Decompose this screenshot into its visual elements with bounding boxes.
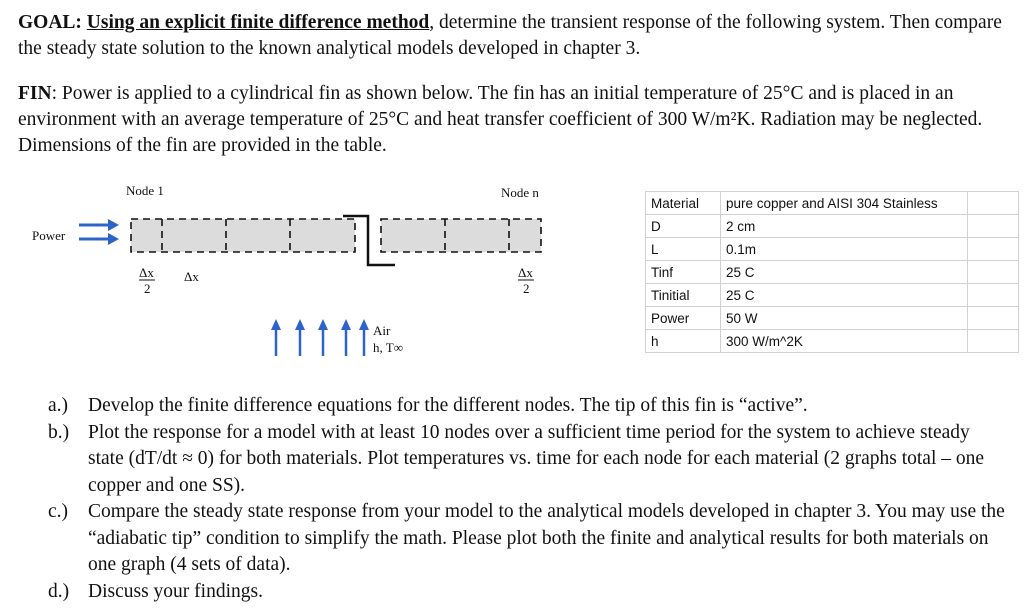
task-marker: c.) xyxy=(48,501,69,522)
table-cell: Material xyxy=(646,192,721,215)
table-cell xyxy=(968,215,1019,238)
table-cell: Tinf xyxy=(646,261,721,284)
table-cell: L xyxy=(646,238,721,261)
table-cell xyxy=(968,284,1019,307)
goal-paragraph xyxy=(18,10,1008,62)
task-marker: a.) xyxy=(48,395,69,416)
task-list xyxy=(48,393,1008,605)
table-cell xyxy=(968,261,1019,284)
air-arrow-2-head xyxy=(295,319,305,330)
air-arrow-3-head xyxy=(318,319,328,330)
table-cell xyxy=(968,307,1019,330)
dx-label: Δx xyxy=(184,269,199,284)
task-text: Develop the finite difference equations for the different nodes. The tip of this fin is “active”. xyxy=(88,395,808,416)
fin-text: : Power is applied to a cylindrical fin as shown below. The fin has an initial temperature of 25°C and is placed in an environment with an average temperature of 25°C and heat transfer coefficient of 300 W/m²K. Radiation may be neglected. Dimensions of the fin are provided in the table. xyxy=(18,83,983,156)
table-cell: 300 W/m^2K xyxy=(721,330,968,353)
dx-half-left-label: Δx xyxy=(139,265,154,280)
table-row xyxy=(646,215,1019,238)
air-arrow-1-head xyxy=(271,319,281,330)
table-cell xyxy=(968,330,1019,353)
h-tinf-label: h, T∞ xyxy=(373,340,403,355)
air-arrow-4-head xyxy=(341,319,351,330)
table-cell: h xyxy=(646,330,721,353)
task-text: Discuss your findings. xyxy=(88,580,263,602)
task-marker: d.) xyxy=(48,580,70,602)
task-marker: b.) xyxy=(48,421,70,443)
table-cell: Power xyxy=(646,307,721,330)
node-n-label: Node n xyxy=(501,185,539,200)
table-row xyxy=(646,238,1019,261)
air-arrow-5-head xyxy=(359,319,369,330)
table-cell: 25 C xyxy=(721,284,968,307)
power-arrow-lower-head xyxy=(108,233,119,245)
table-cell xyxy=(968,192,1019,215)
property-table xyxy=(645,191,1019,353)
table-cell: Tinitial xyxy=(646,284,721,307)
task-text: Compare the steady state response from your model to the analytical models developed in chapter 3. You may use the “adiabatic tip” condition to simplify the math. Please plot both the finite and analytical results for both materials on one graph (4 sets of data). xyxy=(88,501,1005,575)
table-cell: 50 W xyxy=(721,307,968,330)
two-right-label: 2 xyxy=(523,281,530,296)
fin-label: FIN xyxy=(18,83,52,104)
table-cell: D xyxy=(646,215,721,238)
goal-label: GOAL: xyxy=(18,12,82,33)
task-item-d xyxy=(48,579,1008,606)
table-cell xyxy=(968,238,1019,261)
air-label: Air xyxy=(373,323,391,338)
table-cell: 0.1m xyxy=(721,238,968,261)
task-item-a xyxy=(48,393,1008,420)
table-row xyxy=(646,192,1019,215)
table-row xyxy=(646,330,1019,353)
fin-right-segment xyxy=(381,219,541,252)
fin-left-segment xyxy=(131,219,355,252)
table-row xyxy=(646,284,1019,307)
power-arrow-upper-head xyxy=(108,219,119,231)
node-1-label: Node 1 xyxy=(126,183,164,198)
fin-paragraph xyxy=(18,81,1008,159)
goal-text: , determine the transient response of the following system. Then compare the steady state solution to the known analytical models developed in chapter 3. xyxy=(18,12,1002,59)
table-row xyxy=(646,307,1019,330)
two-left-label: 2 xyxy=(144,281,151,296)
power-label: Power xyxy=(32,228,66,243)
task-item-b xyxy=(48,420,1008,500)
fin-diagram xyxy=(0,178,640,378)
power-arrows xyxy=(79,219,119,245)
table-cell: 2 cm xyxy=(721,215,968,238)
dx-half-right-label: Δx xyxy=(518,265,533,280)
task-item-c xyxy=(48,499,1008,579)
task-text: Plot the response for a model with at least 10 nodes over a sufficient time period for the system to achieve steady state (dT/dt ≈ 0) for both materials. Plot temperatures vs. time for each node for each material (2 graphs total – one copper and one SS). xyxy=(88,421,985,496)
table-cell: pure copper and AISI 304 Stainless xyxy=(721,192,968,215)
table-row xyxy=(646,261,1019,284)
goal-method: Using an explicit finite difference method xyxy=(86,12,430,33)
table-cell: 25 C xyxy=(721,261,968,284)
air-arrows xyxy=(271,319,369,356)
